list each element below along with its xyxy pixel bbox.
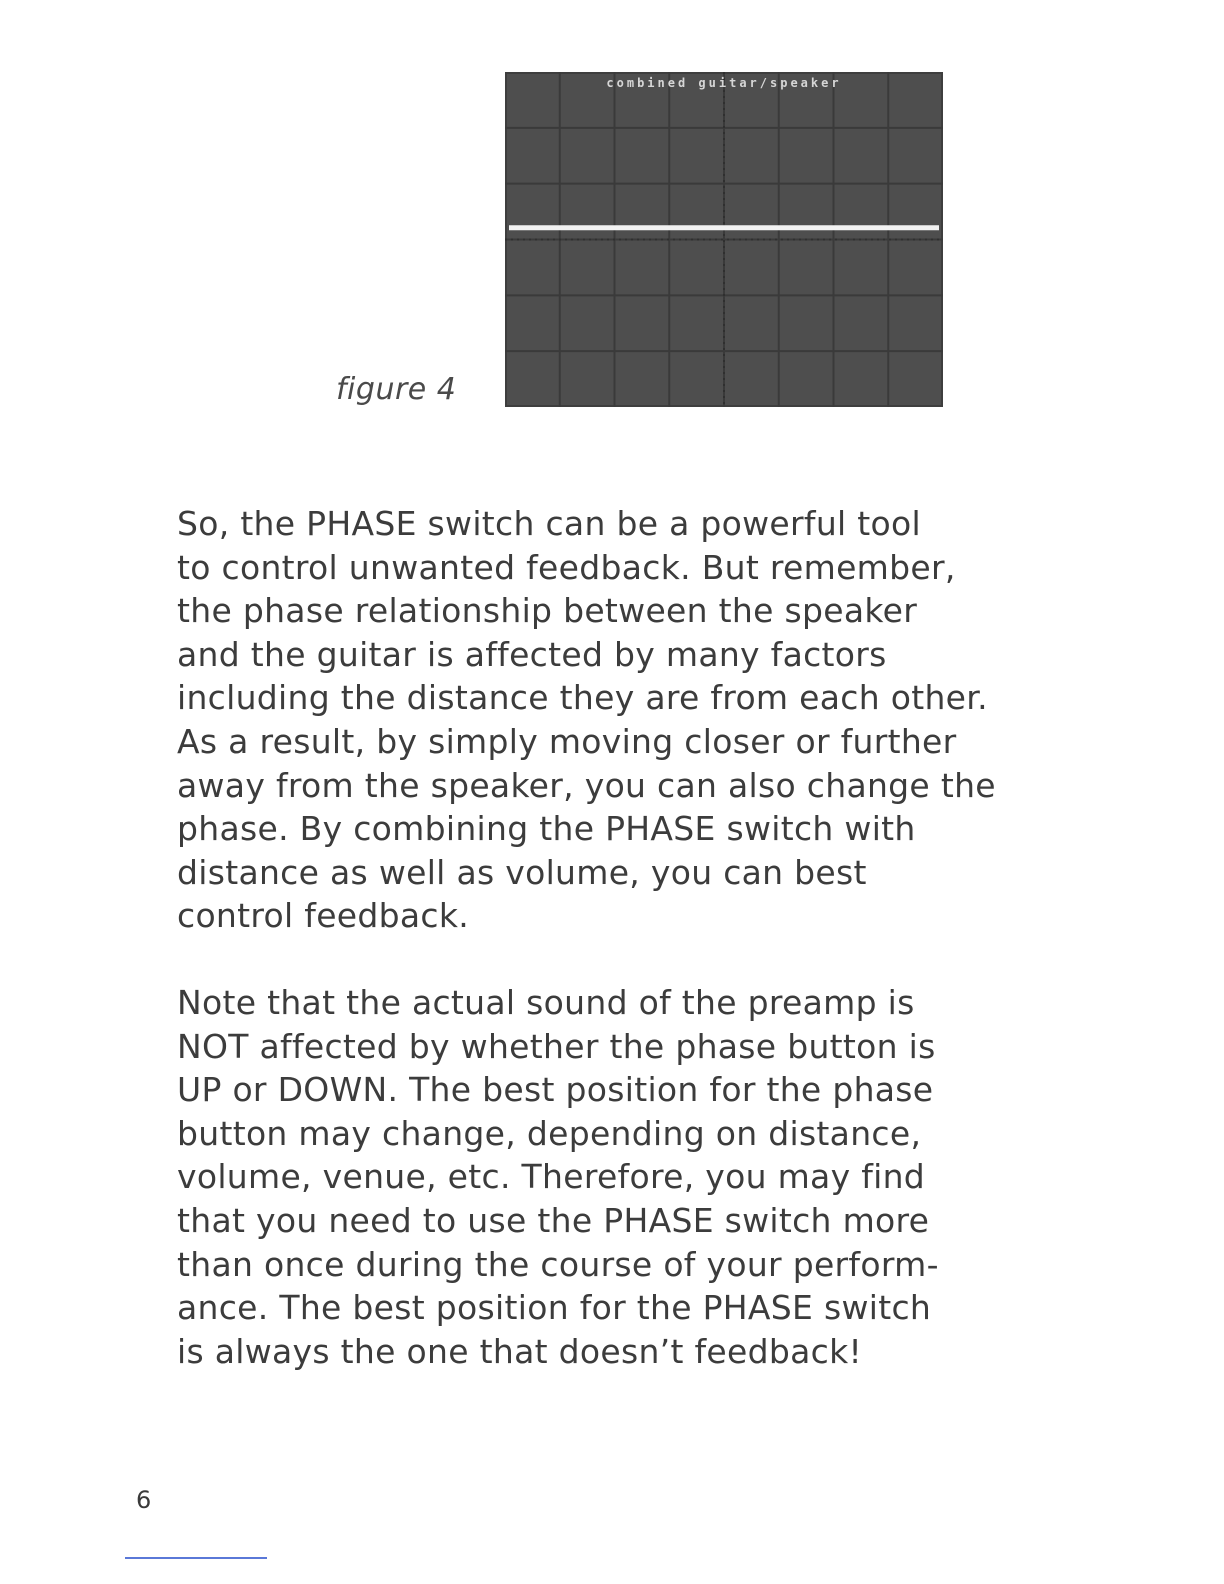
text-line: than once during the course of your perform-: [177, 1244, 939, 1284]
text-line: including the distance they are from each other.: [177, 678, 988, 718]
oscilloscope-figure: [505, 72, 943, 407]
text-line: As a result, by simply moving closer or further: [177, 721, 957, 761]
text-line: Note that the actual sound of the preamp is: [177, 983, 915, 1022]
text-line: button may change, depending on distance,: [177, 1113, 922, 1153]
text-line: phase. By combining the PHASE switch with: [177, 809, 916, 849]
text-line: distance as well as volume, you can best: [177, 852, 867, 892]
paragraph-phase-switch: [177, 502, 1137, 938]
text-line: the phase relationship between the speaker: [177, 591, 918, 631]
page-number: 6: [136, 1486, 152, 1514]
oscilloscope-grid: [505, 72, 943, 407]
text-line: volume, venue, etc. Therefore, you may find: [177, 1157, 926, 1197]
text-line: is always the one that doesn’t feedback!: [177, 1331, 863, 1371]
text-line: ance. The best position for the PHASE switch: [177, 1288, 932, 1328]
text-line: UP or DOWN. The best position for the phase: [177, 1070, 934, 1110]
text-line: away from the speaker, you can also change the: [177, 765, 996, 805]
text-line: that you need to use the PHASE switch more: [177, 1200, 930, 1240]
figure-caption: figure 4: [336, 372, 457, 407]
text-line: So, the PHASE switch can be a powerful tool: [177, 504, 921, 543]
scope-title: combined guitar/speaker: [606, 76, 842, 90]
text-line: NOT affected by whether the phase button is: [177, 1026, 936, 1066]
paragraph-preamp-note: [177, 981, 1137, 1373]
text-line: control feedback.: [177, 896, 470, 936]
text-line: and the guitar is affected by many factors: [177, 634, 887, 674]
footer-rule: [125, 1557, 267, 1559]
text-line: to control unwanted feedback. But remember,: [177, 547, 956, 587]
